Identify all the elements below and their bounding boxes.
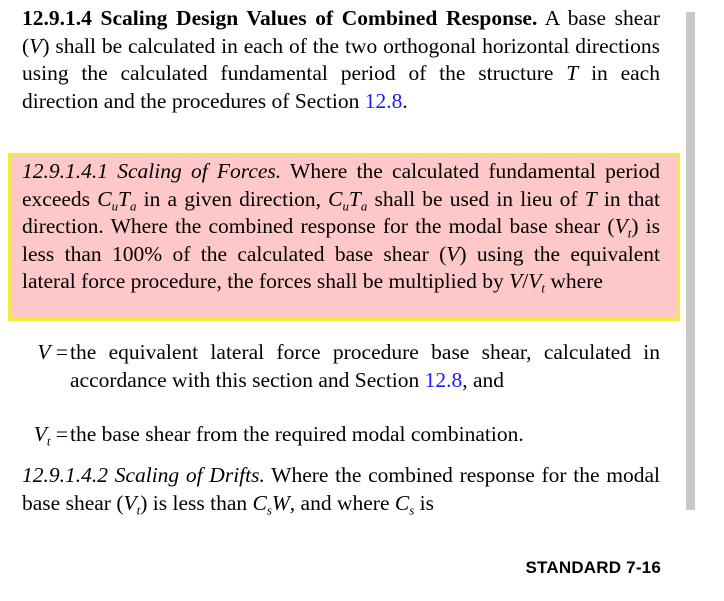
forces-text-4: in that direction. Where the combined response for the modal base shear ( <box>22 186 661 238</box>
drifts-text-1: Where the combined response for the modal base shear ( <box>22 463 660 515</box>
symbol-t-2: T <box>584 186 597 211</box>
scaling-of-forces-paragraph <box>22 158 660 296</box>
definition-v-text: the equivalent lateral force procedure base shear, calculated in accordance with this section and Section 12.8, and <box>70 340 660 392</box>
page-footer: STANDARD 7-16 <box>525 558 661 577</box>
symbol-t: T <box>566 61 579 85</box>
forces-heading: 12.9.1.4.1 Scaling of Forces. <box>22 159 282 183</box>
section-text-1: A base shear ( <box>22 6 660 58</box>
drifts-text-2: ) is less than <box>140 490 253 515</box>
definition-v-symbol: V = <box>37 340 68 364</box>
scrollbar[interactable] <box>686 12 695 510</box>
symbol-cs-w: $C_sW$ <box>252 490 290 517</box>
section-12-8-link[interactable]: 12.8 <box>364 88 403 113</box>
symbol-cu-ta-2: $C_uT_a$ <box>328 186 368 213</box>
definition-vt-text: the base shear from the required modal combination. <box>70 422 524 446</box>
symbol-cu-ta-1: $C_uT_a$ <box>97 186 137 213</box>
forces-text-3: shall be used in lieu of <box>367 186 585 211</box>
section-text-2: ) shall be calculated in each of the two orthogonal horizontal directions using the calculated fundamental period of the structure <box>22 33 660 85</box>
scaling-of-drifts-paragraph <box>22 462 660 517</box>
symbol-v: V <box>29 33 43 58</box>
section-text-4: . <box>402 88 408 113</box>
section-text-3: in each direction and the procedures of Section <box>22 61 660 113</box>
symbol-vt-2: $V_t$ <box>123 490 141 517</box>
drifts-text-4: is <box>414 490 434 515</box>
drifts-heading: 12.9.1.4.2 Scaling of Drifts. <box>22 463 265 487</box>
symbol-v-2: V <box>446 241 460 266</box>
drifts-text-3: , and where <box>289 490 395 515</box>
forces-text-6: ) using the equivalent lateral force procedure, the forces shall be multiplied by <box>22 241 660 293</box>
section-heading: 12.9.1.4 Scaling Design Values of Combined Response. <box>22 6 538 30</box>
forces-text-2: in a given direction, <box>136 186 329 211</box>
symbol-vt-1: $V_t$ <box>614 214 632 241</box>
symbol-v-over-vt: $V/V_t$ <box>509 269 545 296</box>
forces-text-5: ) is less than 100% of the calculated base shear ( <box>22 214 660 266</box>
symbol-cs: $C_s$ <box>394 490 415 517</box>
forces-text-1: Where the calculated fundamental period exceeds <box>22 159 661 211</box>
section-12-9-1-4-paragraph <box>22 5 660 115</box>
definition-12-8-link[interactable]: 12.8 <box>424 367 463 392</box>
forces-text-7: where <box>545 269 603 293</box>
definition-vt-symbol: $V_t$ = <box>33 422 68 449</box>
